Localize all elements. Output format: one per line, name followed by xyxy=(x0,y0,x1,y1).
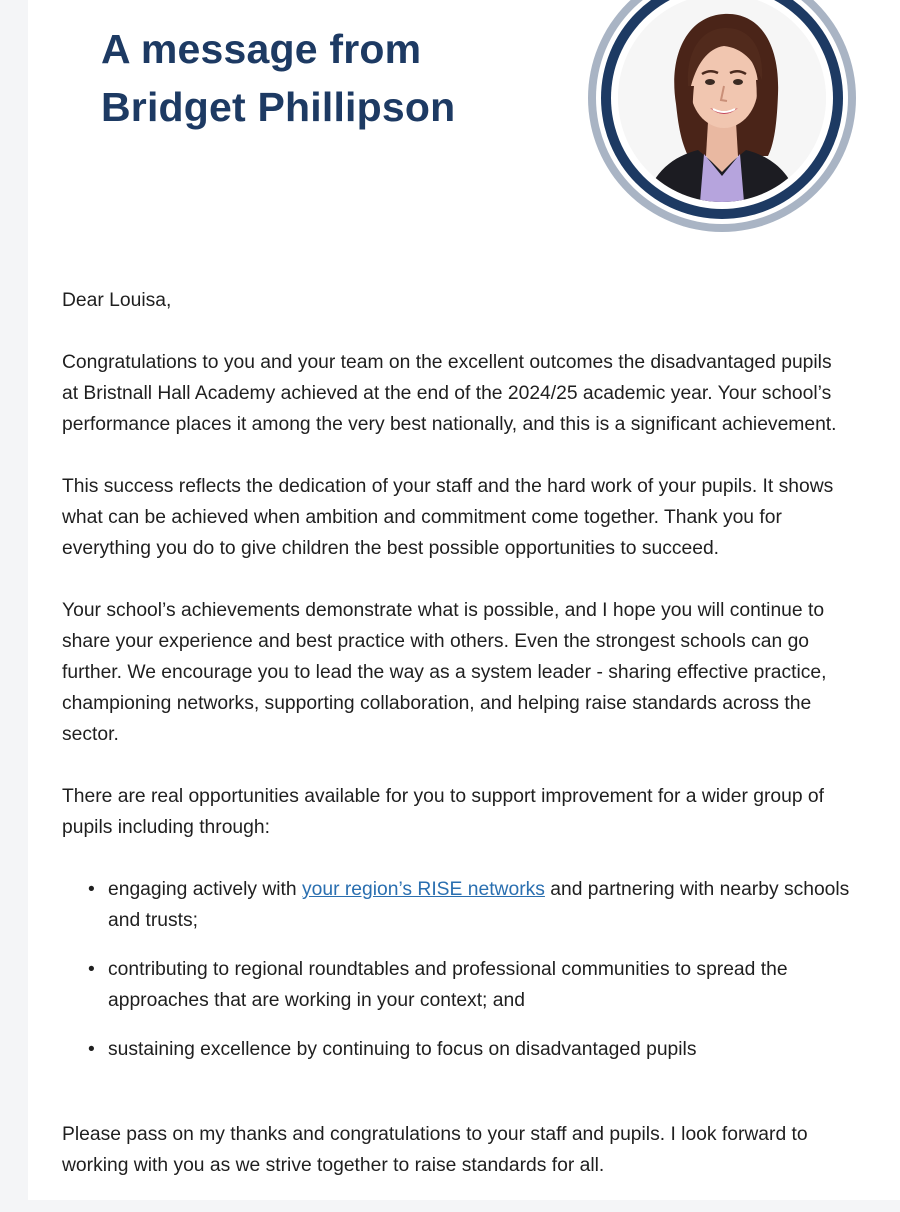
opportunities-list xyxy=(62,874,852,1065)
paragraph-opportunities: There are real opportunities available for you to support improvement for a wider group of pupils including through: xyxy=(62,786,825,838)
paragraph-achievements: Your school’s achievements demonstrate what is possible, and I hope you will continue to share your experience and best practice with others. Even the strongest schools can go further. We encourage you to lead the way as a system leader - sharing effective practice, championing networks, supporting collaboration, and helping raise standards across the sector. xyxy=(62,600,827,745)
list-item: • contributing to regional roundtables and professional communities to spread the approaches that are working in your context; and xyxy=(108,954,852,1016)
paragraph-closing: Please pass on my thanks and congratulations to your staff and pupils. I look forward to working with you as we strive together to raise standards for all. xyxy=(62,1124,808,1176)
list-item: • engaging actively with your region’s RISE networks and partnering with nearby schools and trusts; xyxy=(108,874,852,936)
letter-body xyxy=(62,285,852,1212)
bullet-icon: • xyxy=(88,1039,95,1060)
bullet-icon: • xyxy=(88,879,95,900)
page-title xyxy=(101,20,455,136)
title-line-1: A message from xyxy=(101,26,422,72)
bullet-icon: • xyxy=(88,959,95,980)
message-header xyxy=(28,0,900,250)
email-page xyxy=(28,0,900,1200)
paragraph-congratulations: Congratulations to you and your team on the excellent outcomes the disadvantaged pupils at Bristnall Hall Academy achieved at the end of the 2024/25 academic year. Your school’s performance places it among the very best nationally, and this is a significant achievement. xyxy=(62,352,837,435)
rise-networks-link[interactable]: your region’s RISE networks xyxy=(302,879,545,900)
paragraph-success: This success reflects the dedication of your staff and the hard work of your pupils. It shows what can be achieved when ambition and commitment come together. Thank you for everything you do to give children the best possible opportunities to succeed. xyxy=(62,476,834,559)
portrait-frame xyxy=(588,0,856,232)
salutation: Dear Louisa, xyxy=(62,290,172,311)
list-item: • sustaining excellence by continuing to focus on disadvantaged pupils xyxy=(108,1034,852,1065)
portrait-photo xyxy=(618,0,826,202)
title-line-2: Bridget Phillipson xyxy=(101,84,456,130)
